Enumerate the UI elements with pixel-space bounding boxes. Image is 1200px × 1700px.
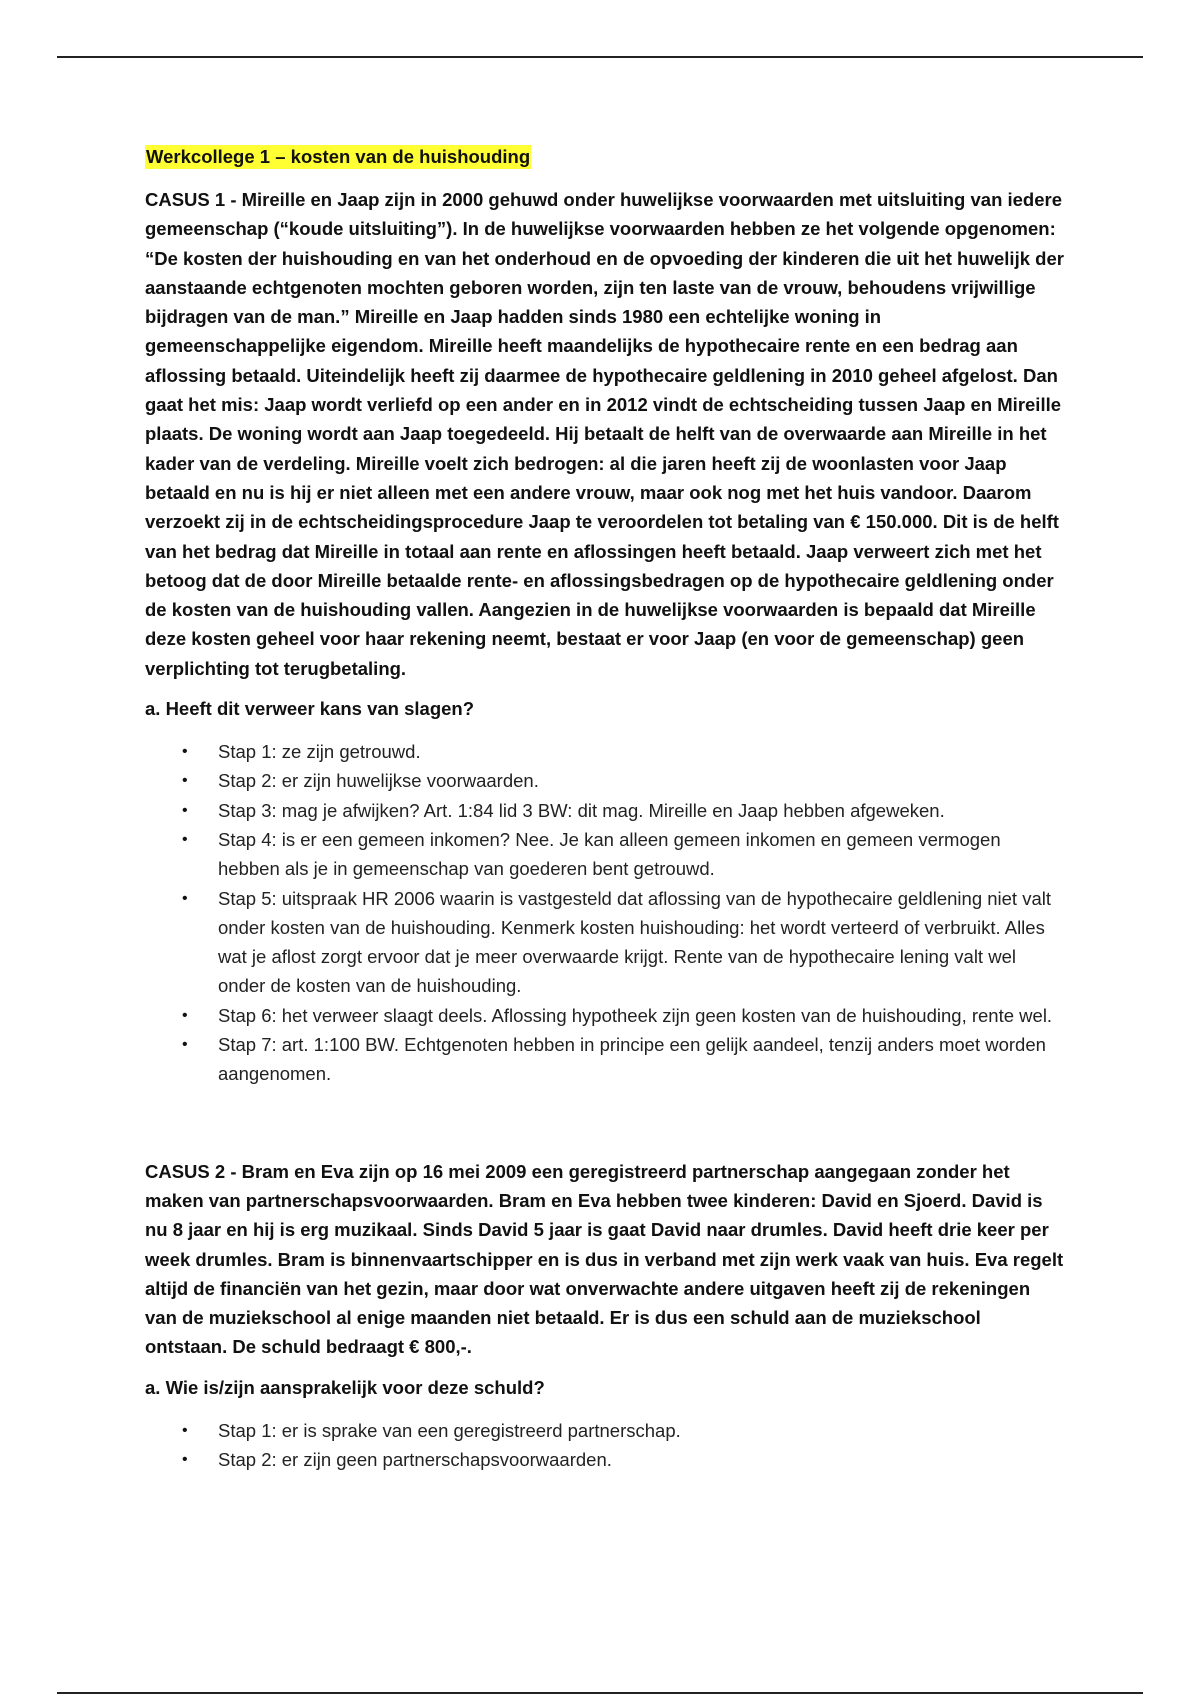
bullet-icon: • bbox=[182, 830, 188, 848]
list-item: • Stap 2: er zijn geen partnerschapsvoorwaarden. bbox=[145, 1445, 1065, 1474]
casus-1-steps bbox=[145, 737, 1065, 1089]
bullet-icon: • bbox=[182, 1450, 188, 1468]
casus-2-text: CASUS 2 - Bram en Eva zijn op 16 mei 2009 een geregistreerd partnerschap aangegaan zonder het maken van partnerschapsvoorwaarden. Bram en Eva hebben twee kinderen: David en Sjoerd. David is nu 8 jaar en hij is erg muzikaal. Sinds David 5 jaar is gaat David naar drumles. David heeft drie keer per week drumles. Bram is binnenvaartschipper en is dus in verband met zijn werk vaak van huis. Eva regelt altijd de financiën van het gezin, maar door wat onverwachte andere uitgaven heeft zij de rekeningen van de muziekschool al enige maanden niet betaald. Er is dus een schuld aan de muziekschool ontstaan. De schuld bedraagt € 800,-. bbox=[145, 1160, 1064, 1358]
list-item: • Stap 5: uitspraak HR 2006 waarin is vastgesteld dat aflossing van de hypothecaire geldlening niet valt onder kosten van de huishouding. Kenmerk kosten huishouding: het wordt verteerd of verbruikt. Alles wat je aflost zorgt ervoor dat je meer overwaarde krijgt. Rente van de hypothecaire lening valt wel onder de kosten van de huishouding. bbox=[145, 884, 1065, 1001]
document-body bbox=[145, 145, 1065, 1474]
casus-2-steps bbox=[145, 1416, 1065, 1475]
bullet-icon: • bbox=[182, 772, 188, 790]
casus-1-text: CASUS 1 - Mireille en Jaap zijn in 2000 gehuwd onder huwelijkse voorwaarden met uitsluiting van iedere gemeenschap (“koude uitsluiting”). In de huwelijkse voorwaarden hebben ze het volgende opgenomen: “De kosten der huishouding en van het onderhoud en de opvoeding der kinderen die uit het huwelijk der aanstaande echtgenoten mochten geboren worden, zijn ten laste van de vrouw, behoudens vrijwillige bijdragen van de man.” Mireille en Jaap hadden sinds 1980 een echtelijke woning in gemeenschappelijke eigendom. Mireille heeft maandelijks de hypothecaire rente en een bedrag aan aflossing betaald. Uiteindelijk heeft zij daarmee de hypothecaire geldlening in 2010 geheel afgelost. Dan gaat het mis: Jaap wordt verliefd op een ander en in 2012 vindt de echtscheiding tussen Jaap en Mireille plaats. De woning wordt aan Jaap toegedeeld. Hij betaalt de helft van de overwaarde aan Mireille in het kader van de verdeling. Mireille voelt zich bedrogen: al die jaren heeft zij de woonlasten voor Jaap betaald en nu is hij er niet alleen met een andere vrouw, maar ook nog met het huis vandoor. Daarom verzoekt zij in de echtscheidingsprocedure Jaap te veroordelen tot betaling van € 150.000. Dit is de helft van het bedrag dat Mireille in totaal aan rente en aflossingen heeft betaald. Jaap verweert zich met het betoog dat de door Mireille betaalde rente- en aflossingsbedragen op de hypothecaire geldlening onder de kosten van de huishouding vallen. Aangezien in de huwelijkse voorwaarden is bepaald dat Mireille deze kosten geheel voor haar rekening neemt, bestaat er voor Jaap (en voor de gemeenschap) geen verplichting tot terugbetaling. bbox=[145, 189, 1064, 679]
casus-1-question: a. Heeft dit verweer kans van slagen? bbox=[145, 698, 475, 720]
list-item: • Stap 1: ze zijn getrouwd. bbox=[145, 737, 1065, 766]
bottom-rule bbox=[57, 1692, 1143, 1694]
section-spacer bbox=[145, 1089, 1065, 1141]
list-item: • Stap 2: er zijn huwelijkse voorwaarden. bbox=[145, 766, 1065, 795]
top-rule bbox=[57, 56, 1143, 58]
bullet-icon: • bbox=[182, 743, 188, 761]
document-title: Werkcollege 1 – kosten van de huishouding bbox=[146, 146, 531, 167]
bullet-icon: • bbox=[182, 801, 188, 819]
bullet-icon: • bbox=[182, 1036, 188, 1054]
bullet-icon: • bbox=[182, 1421, 188, 1439]
list-item: • Stap 3: mag je afwijken? Art. 1:84 lid 3 BW: dit mag. Mireille en Jaap hebben afgeweken. bbox=[145, 796, 1065, 825]
list-item: • Stap 4: is er een gemeen inkomen? Nee. Je kan alleen gemeen inkomen en gemeen vermogen hebben als je in gemeenschap van goederen bent getrouwd. bbox=[145, 825, 1065, 884]
list-item: • Stap 7: art. 1:100 BW. Echtgenoten hebben in principe een gelijk aandeel, tenzij anders moet worden aangenomen. bbox=[145, 1030, 1065, 1089]
bullet-icon: • bbox=[182, 889, 188, 907]
bullet-icon: • bbox=[182, 1006, 188, 1024]
list-item: • Stap 6: het verweer slaagt deels. Aflossing hypotheek zijn geen kosten van de huishouding, rente wel. bbox=[145, 1001, 1065, 1030]
list-item: • Stap 1: er is sprake van een geregistreerd partnerschap. bbox=[145, 1416, 1065, 1445]
casus-2-question: a. Wie is/zijn aansprakelijk voor deze schuld? bbox=[145, 1376, 545, 1398]
